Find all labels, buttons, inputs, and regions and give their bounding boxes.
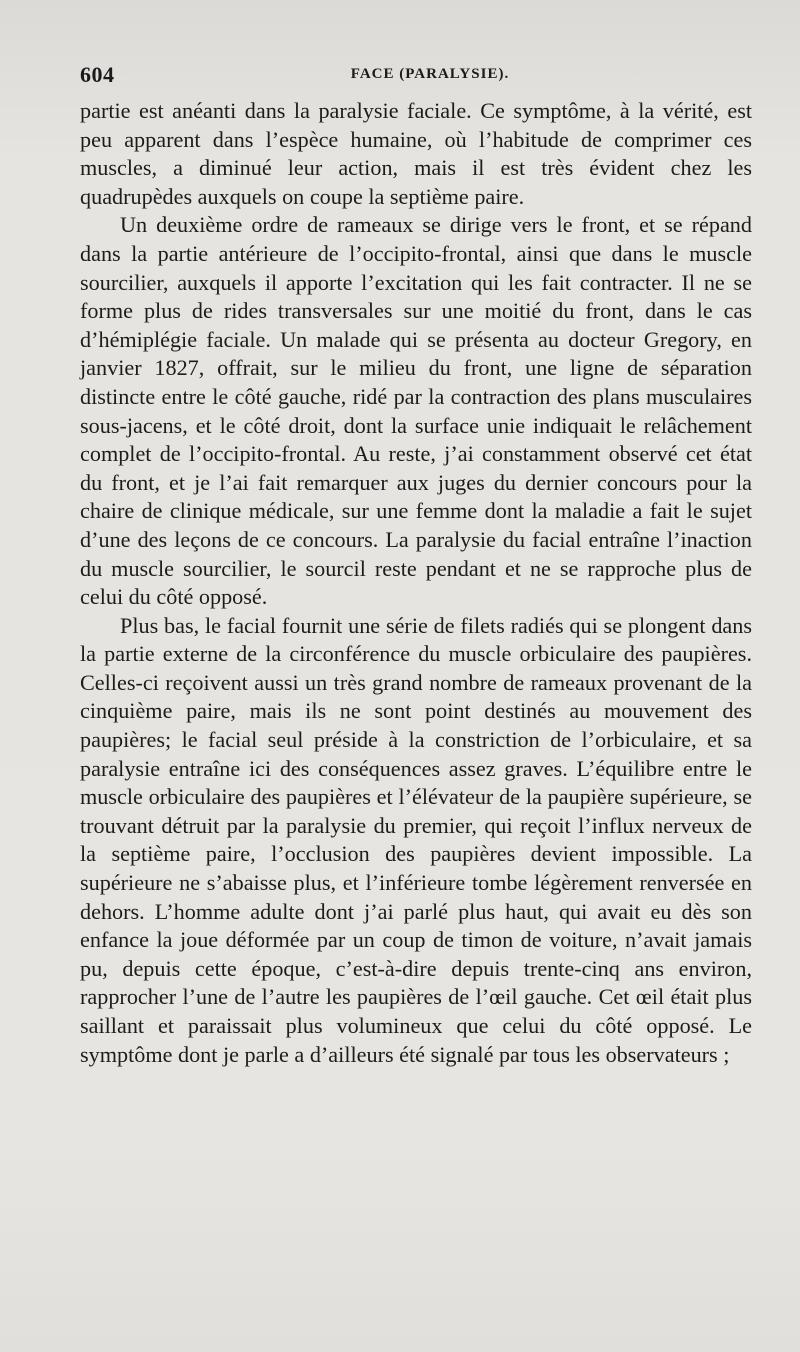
body-text [80, 97, 752, 1069]
paragraph: partie est anéanti dans la paralysie faciale. Ce symptôme, à la vérité, est peu apparent dans l’espèce humaine, où l’habitude de comprimer ces muscles, a diminué leur action, mais il est très évident chez les quadrupèdes auxquels on coupe la septième paire. [80, 98, 752, 209]
page-number: 604 [80, 62, 115, 87]
running-head: FACE (PARALYSIE). [350, 66, 510, 82]
paragraph: Plus bas, le facial fournit une série de filets radiés qui se plongent dans la partie externe de la circonférence du muscle orbiculaire des paupières. Celles-ci reçoivent aussi un très grand nombre de rameaux provenant de la cinquième paire, mais ils ne sont point destinés au mouvement des paupières; le facial seul préside à la constriction de l’orbiculaire, et sa paralysie entraîne ici des conséquences assez graves. L’équilibre entre le muscle orbiculaire des paupières et l’élévateur de la paupière supérieure, se trouvant détruit par la paralysie du premier, qui reçoit l’influx nerveux de la septième paire, l’occlusion des paupières devient impossible. La supérieure ne s’abaisse plus, et l’inférieure tombe légèrement renversée en dehors. L’homme adulte dont j’ai parlé plus haut, qui avait eu dès son enfance la joue déformée par un coup de timon de voiture, n’avait jamais pu, depuis cette époque, c’est-à-dire depuis trente-cinq ans environ, rapprocher l’une de l’autre les paupières de l’œil gauche. Cet œil était plus saillant et paraissait plus volumineux que celui du côté opposé. Le symptôme dont je parle a d’ailleurs été signalé par tous les observateurs ; [80, 612, 752, 1067]
page-header [80, 60, 752, 92]
paragraph: Un deuxième ordre de rameaux se dirige vers le front, et se répand dans la partie antérieure de l’occipito-frontal, ainsi que dans le muscle sourcilier, auxquels il apporte l’excitation qui les fait contracter. Il ne se forme plus de rides transversales sur une moitié du front, dans le cas d’hémiplégie faciale. Un malade qui se présenta au docteur Gregory, en janvier 1827, offrait, sur le milieu du front, une ligne de séparation distincte entre le côté gauche, ridé par la contraction des plans musculaires sous-jacens, et le côté droit, dont la surface unie indiquait le relâchement complet de l’occipito-frontal. Au reste, j’ai constamment observé cet état du front, et je l’ai fait remarquer aux juges du dernier concours pour la chaire de clinique médicale, sur une femme dont la maladie a fait le sujet d’une des leçons de ce concours. La paralysie du facial entraîne l’inaction du muscle sourcilier, le sourcil reste pendant et ne se rapproche plus de celui du côté opposé. [80, 212, 752, 610]
